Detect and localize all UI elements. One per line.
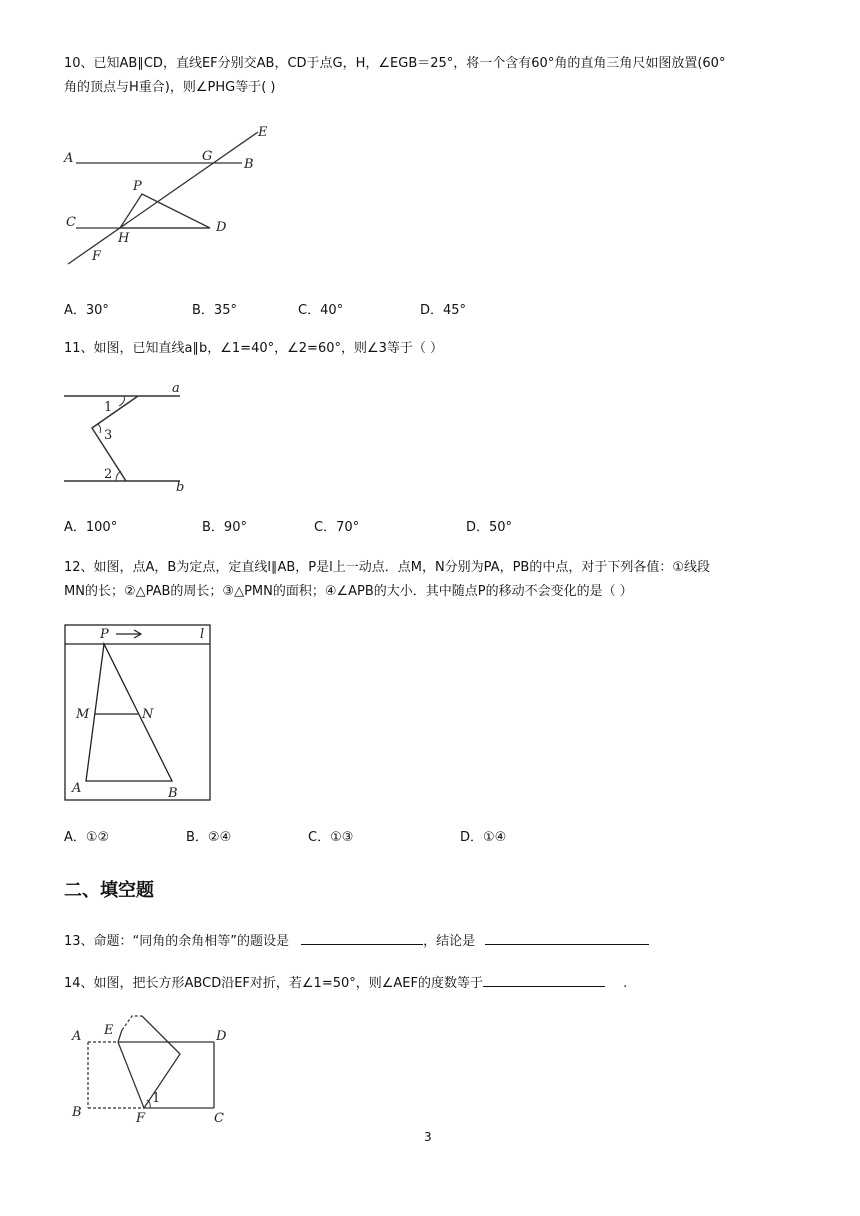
answer-blank-conclusion[interactable] bbox=[485, 930, 649, 945]
page-number: 3 bbox=[424, 1130, 432, 1144]
option-a[interactable]: A．①② bbox=[64, 830, 110, 845]
label-f: F bbox=[136, 1111, 146, 1126]
option-c[interactable]: C．40° bbox=[298, 303, 344, 318]
question-12 bbox=[64, 556, 824, 604]
figure-q11 bbox=[62, 380, 192, 495]
question-11-line1: 11、如图，已知直线a∥b，∠1=40°，∠2=60°，则∠3等于（ ） bbox=[64, 341, 444, 356]
label-angle-1: 1 bbox=[152, 1091, 161, 1106]
segment-e-fold bbox=[118, 1030, 122, 1042]
question-12-options bbox=[64, 826, 564, 846]
label-f: F bbox=[92, 249, 102, 264]
label-e: E bbox=[258, 125, 268, 140]
question-12-line2: MN的长；②△PAB的周长；③△PMN的面积；④∠APB的大小．其中随点P的移动不会变化的是（ ） bbox=[64, 584, 633, 599]
question-11 bbox=[64, 337, 804, 361]
label-line-b: b bbox=[176, 480, 185, 495]
option-b[interactable]: B．90° bbox=[202, 520, 247, 535]
label-g: G bbox=[202, 149, 213, 164]
question-10-line1: 10、已知AB∥CD，直线EF分别交AB，CD于点G，H，∠EGB＝25°，将一个含有60°角的直角三角尺如图放置(60° bbox=[64, 56, 726, 71]
option-c[interactable]: C．①③ bbox=[308, 830, 354, 845]
question-13 bbox=[64, 930, 804, 954]
answer-blank-angle-aef[interactable] bbox=[483, 972, 605, 987]
label-a: A bbox=[72, 781, 82, 796]
label-m: M bbox=[76, 707, 90, 722]
label-b: B bbox=[168, 786, 178, 801]
question-10-options bbox=[64, 299, 564, 319]
option-d[interactable]: D．①④ bbox=[460, 830, 507, 845]
label-b: B bbox=[72, 1105, 82, 1120]
label-d: D bbox=[216, 1029, 227, 1044]
set-square-triangle bbox=[120, 194, 210, 228]
label-b: B bbox=[244, 157, 254, 172]
label-p: P bbox=[100, 627, 109, 642]
option-c[interactable]: C．70° bbox=[314, 520, 360, 535]
label-h: H bbox=[118, 231, 130, 246]
answer-blank-condition[interactable] bbox=[301, 930, 423, 945]
question-14-text-1: 14、如图，把长方形ABCD沿EF对折，若∠1=50°，则∠AEF的度数等于 bbox=[64, 976, 484, 991]
label-n: N bbox=[142, 707, 154, 722]
option-d[interactable]: D．50° bbox=[466, 520, 513, 535]
option-a[interactable]: A．100° bbox=[64, 520, 118, 535]
question-13-text-1: 13、命题：“同角的余角相等”的题设是 bbox=[64, 934, 290, 949]
figure-q12 bbox=[64, 624, 212, 802]
triangle-pab bbox=[86, 644, 172, 781]
folded-edge-dashed bbox=[122, 1016, 142, 1030]
label-e: E bbox=[104, 1023, 114, 1038]
label-c: C bbox=[214, 1111, 224, 1126]
label-angle-1: 1 bbox=[104, 400, 113, 415]
label-l: l bbox=[200, 627, 205, 642]
folded-part bbox=[118, 1016, 180, 1108]
zigzag-line bbox=[92, 396, 138, 481]
label-d: D bbox=[216, 220, 227, 235]
figure-q14 bbox=[66, 1010, 246, 1126]
label-angle-2: 2 bbox=[104, 467, 113, 482]
label-c: C bbox=[66, 215, 76, 230]
question-10 bbox=[64, 52, 804, 100]
question-14-text-2: . bbox=[623, 976, 628, 991]
option-a[interactable]: A．30° bbox=[64, 303, 109, 318]
figure-q10 bbox=[62, 122, 282, 272]
question-12-line1: 12、如图，点A，B为定点，定直线l∥AB，P是l上一动点．点M，N分别为PA，PB的中点，对于下列各值：①线段 bbox=[64, 560, 710, 575]
angle-1-arc bbox=[147, 1100, 150, 1108]
question-13-text-2: ，结论是 bbox=[423, 934, 476, 949]
angle-1-arc bbox=[119, 396, 124, 406]
label-angle-3: 3 bbox=[104, 428, 113, 443]
option-b[interactable]: B．②④ bbox=[186, 830, 232, 845]
option-b[interactable]: B．35° bbox=[192, 303, 237, 318]
label-line-a: a bbox=[172, 381, 180, 396]
section-title-fill-in: 二、填空题 bbox=[64, 880, 154, 901]
option-d[interactable]: D．45° bbox=[420, 303, 467, 318]
question-10-line2: 角的顶点与H重合)，则∠PHG等于( ) bbox=[64, 80, 276, 95]
label-a: A bbox=[64, 151, 74, 166]
label-p: P bbox=[133, 179, 142, 194]
question-14 bbox=[64, 972, 804, 996]
label-a: A bbox=[72, 1029, 82, 1044]
line-ef bbox=[68, 132, 258, 264]
angle-3-arc bbox=[98, 424, 101, 433]
question-11-options bbox=[64, 516, 564, 536]
